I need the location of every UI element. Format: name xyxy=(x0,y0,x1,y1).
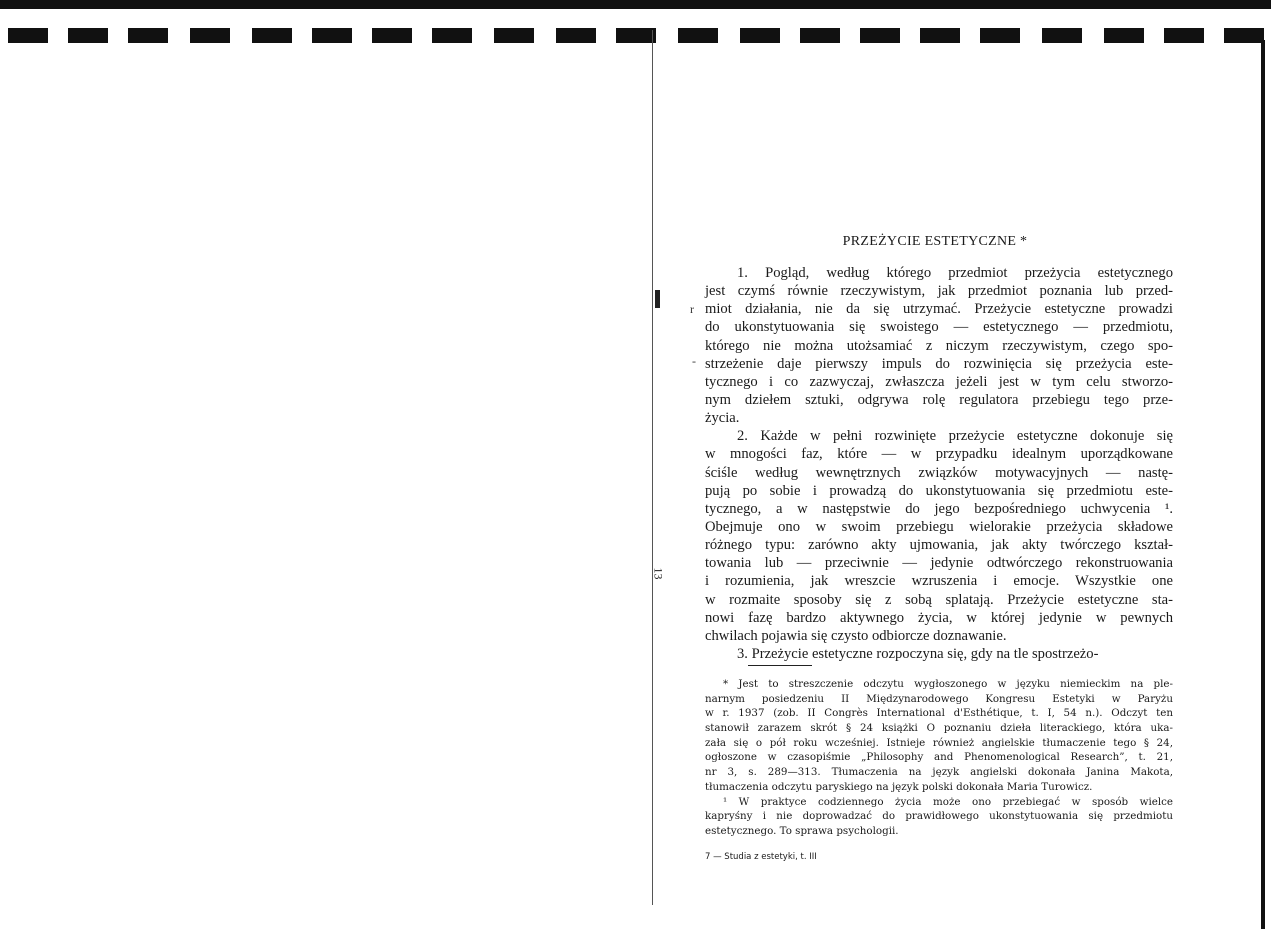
binding-block xyxy=(920,28,960,43)
scan-mark xyxy=(655,290,660,308)
footnote-line: kapryśny i nie doprowadzać do prawidłowego ukonstytuowania się przedmiotu xyxy=(705,810,1173,823)
scan-binding-marks xyxy=(0,28,1271,48)
body-line: tycznego i co zazwyczaj, zwłaszcza jeżeli jest w tym celu stworzo- xyxy=(705,373,1173,390)
footnote-line: w r. 1937 (zob. II Congrès International d'Esthétique, t. I, 54 n.). Odczyt ten xyxy=(705,707,1173,720)
page-number: 13 xyxy=(651,567,666,580)
body-line: do ukonstytuowania się swoistego — estetycznego — przedmiotu, xyxy=(705,319,1173,336)
binding-block xyxy=(678,28,718,43)
binding-block xyxy=(980,28,1020,43)
body-line: towania lub — przeciwnie — jedynie odtwórczego rekonstruowania xyxy=(705,555,1173,572)
body-line: 2. Każde w pełni rozwinięte przeżycie estetyczne dokonuje się xyxy=(737,428,1173,445)
binding-block xyxy=(128,28,168,43)
body-line: różnego typu: zarówno akty ujmowania, jak akty twórczego kształ- xyxy=(705,537,1173,554)
binding-block xyxy=(68,28,108,43)
footnote-line: zała się o pół roku wcześniej. Istnieje również angielskie tłumaczenie tego § 24, xyxy=(705,736,1173,749)
binding-block xyxy=(616,28,656,43)
body-line: miot działania, nie da się utrzymać. Przeżycie estetyczne prowadzi xyxy=(705,301,1173,318)
binding-block xyxy=(494,28,534,43)
body-line: tycznego, a w następstwie do jego bezpośredniego uchwycenia ¹. xyxy=(705,500,1173,517)
body-line: którego nie można utożsamiać z niczym rzeczywistym, czego spo- xyxy=(705,337,1173,354)
page-gutter xyxy=(652,30,653,905)
footnote-line: tłumaczenia odczytu paryskiego na język polski dokonała Maria Turowicz. xyxy=(705,780,1093,793)
scan-top-edge xyxy=(0,0,1271,9)
footnote-line: * Jest to streszczenie odczytu wygłoszonego w języku niemieckim na ple- xyxy=(723,678,1173,690)
body-line: nowi fazę bardzo aktywnego życia, w której jedynie w pewnych xyxy=(705,609,1173,626)
binding-block xyxy=(312,28,352,43)
scan-right-edge xyxy=(1261,40,1265,929)
body-text xyxy=(705,264,1173,663)
binding-block xyxy=(1104,28,1144,43)
footnote-line: ¹ W praktyce codziennego życia może ono przebiegać w sposób wielce xyxy=(723,795,1173,808)
body-line: nym dziełem sztuki, odgrywa rolę regulatora przebiegu tego prze- xyxy=(705,391,1173,408)
footnote-separator xyxy=(748,665,812,666)
body-line: ściśle według wewnętrznych związków motywacyjnych — nastę- xyxy=(705,464,1173,481)
footnote-line: estetycznego. To sprawa psychologii. xyxy=(705,824,899,837)
body-line: 3. Przeżycie estetyczne rozpoczyna się, gdy na tle spostrzeżo- xyxy=(737,645,1099,662)
binding-block xyxy=(8,28,48,43)
body-line: pują po sobie i prowadzą do ukonstytuowania się przedmiotu este- xyxy=(705,482,1173,499)
binding-block xyxy=(1042,28,1082,43)
binding-block xyxy=(252,28,292,43)
binding-block xyxy=(1164,28,1204,43)
body-line: 1. Pogląd, według którego przedmiot przeżycia estetycznego xyxy=(737,265,1173,281)
body-line: w rozmaite sposoby się z sobą splatają. Przeżycie estetyczne sta- xyxy=(705,591,1173,608)
margin-mark: r xyxy=(690,302,694,316)
binding-block xyxy=(740,28,780,43)
footnote-line: nr 3, s. 289—313. Tłumaczenia na język angielski dokonała Janina Makota, xyxy=(705,766,1173,779)
binding-block xyxy=(556,28,596,43)
printer-signature: 7 — Studia z estetyki, t. III xyxy=(705,852,817,862)
binding-block xyxy=(860,28,900,43)
body-line: strzeżenie daje pierwszy impuls do rozwinięcia się przeżycia este- xyxy=(705,355,1173,372)
margin-mark: - xyxy=(692,354,696,368)
footnote-line: ogłoszone w czasopiśmie „Philosophy and Phenomenological Research”, t. 21, xyxy=(705,751,1173,764)
footnote-line: stanowił zarazem skrót § 24 książki O poznaniu dzieła literackiego, która uka- xyxy=(705,722,1173,735)
body-line: jest czymś równie rzeczywistym, jak przedmiot poznania lub przed- xyxy=(705,283,1173,300)
binding-block xyxy=(1224,28,1264,43)
body-line: w mnogości faz, które — w przypadku idealnym uporządkowane xyxy=(705,446,1173,463)
binding-block xyxy=(190,28,230,43)
footnote-line: narnym posiedzeniu II Międzynarodowego Kongresu Estetyki w Paryżu xyxy=(705,692,1173,705)
page-title: PRZEŻYCIE ESTETYCZNE * xyxy=(842,234,1028,249)
binding-block xyxy=(372,28,412,43)
body-line: życia. xyxy=(705,410,740,427)
body-line: chwilach pojawia się czysto odbiorcze doznawanie. xyxy=(705,627,1007,644)
body-line: i rozumienia, jak wreszcie wzruszenia i emocje. Wszystkie one xyxy=(705,573,1173,590)
binding-block xyxy=(800,28,840,43)
binding-block xyxy=(432,28,472,43)
footnotes xyxy=(705,677,1173,839)
body-line: Obejmuje ono w swoim przebiegu wielorakie przeżycia składowe xyxy=(705,518,1173,535)
